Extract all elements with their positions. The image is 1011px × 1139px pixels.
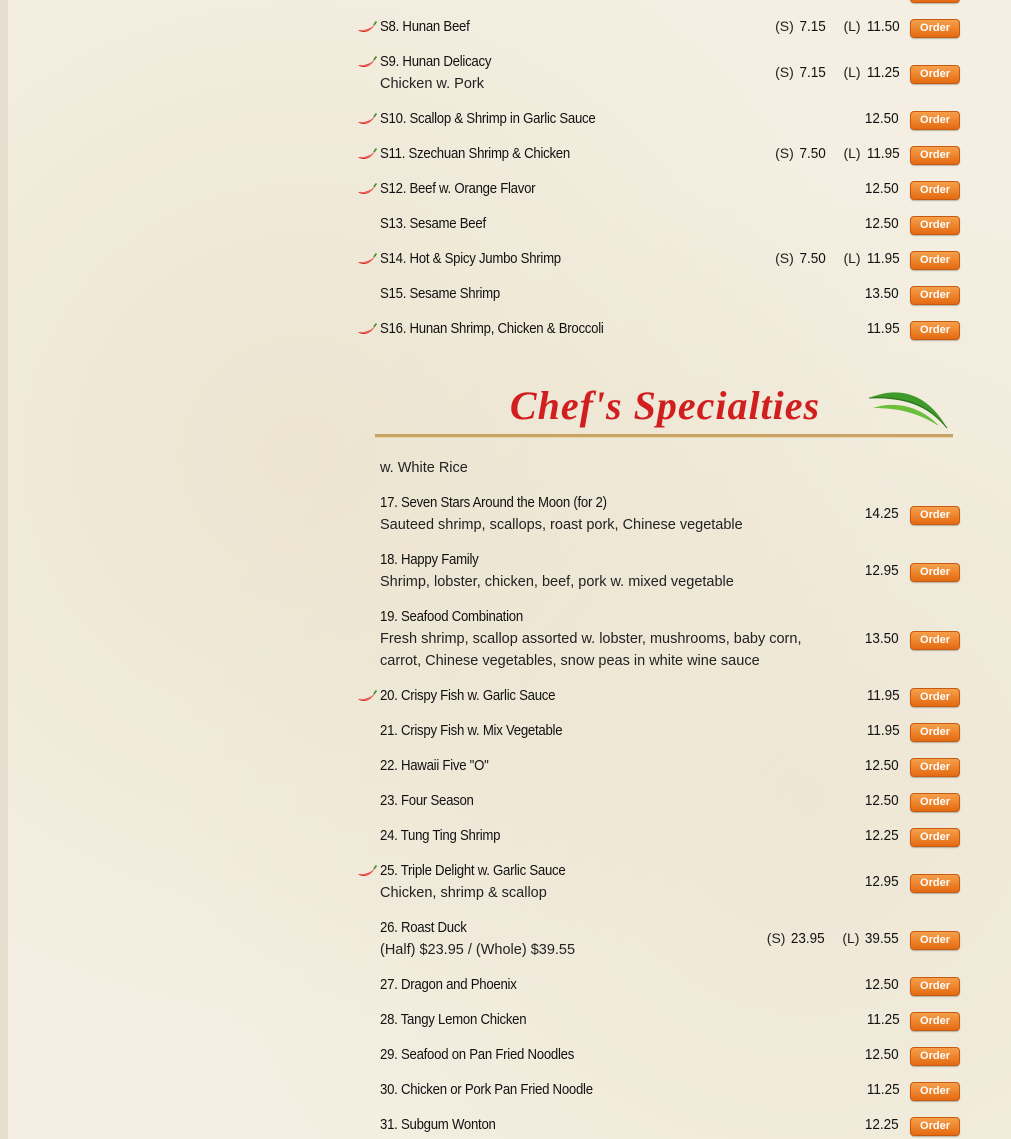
price-value: 39.55	[865, 930, 900, 947]
order-button[interactable]: Order	[910, 111, 960, 130]
price-value: 12.50	[865, 1046, 900, 1063]
item-description: Sauteed shrimp, scallops, roast pork, Chinese vegetable	[380, 517, 743, 533]
small-price	[775, 18, 827, 36]
size-small-label: (S)	[775, 18, 794, 34]
item-name: S15. Sesame Shrimp	[380, 285, 500, 302]
price-value: 11.95	[866, 722, 900, 739]
order-button[interactable]: Order	[910, 631, 960, 650]
item-name: S12. Beef w. Orange Flavor	[380, 180, 536, 197]
price-value: 12.50	[865, 215, 900, 232]
size-small-label: (S)	[766, 930, 786, 946]
large-price	[842, 930, 901, 948]
price-value: 12.50	[865, 757, 900, 774]
price-value: 11.50	[866, 18, 900, 35]
price-value: 12.50	[865, 180, 900, 197]
item-price	[865, 1011, 901, 1029]
price-value: 7.15	[799, 64, 826, 81]
price-value: 11.95	[866, 320, 900, 337]
price-value: 11.95	[866, 250, 900, 267]
page-edge	[0, 0, 8, 1139]
item-name: 24. Tung Ting Shrimp	[380, 827, 501, 844]
chili-pepper-icon	[357, 21, 377, 35]
item-price	[863, 976, 901, 994]
price-value: 11.95	[866, 145, 900, 162]
item-description: (Half) $23.95 / (Whole) $39.55	[380, 942, 576, 958]
item-name: 22. Hawaii Five "O"	[380, 757, 489, 774]
item-name: 25. Triple Delight w. Garlic Sauce	[380, 862, 566, 879]
large-price	[843, 64, 901, 82]
item-name: 28. Tangy Lemon Chicken	[380, 1011, 527, 1028]
item-name: 20. Crispy Fish w. Garlic Sauce	[380, 687, 556, 704]
size-small-label: (S)	[775, 250, 794, 266]
small-price	[775, 145, 827, 163]
order-button[interactable]: Order	[910, 1082, 960, 1101]
size-small-label: (S)	[775, 64, 794, 80]
item-price	[865, 1081, 901, 1099]
size-large-label: (L)	[843, 250, 861, 266]
item-price	[863, 562, 901, 580]
chili-pepper-icon	[357, 183, 377, 197]
item-price	[863, 630, 901, 648]
item-price	[865, 320, 901, 338]
item-description: Chicken w. Pork	[380, 76, 484, 92]
order-button[interactable]: Order	[910, 506, 960, 525]
price-value: 11.95	[866, 687, 900, 704]
chili-pepper-icon	[357, 56, 377, 70]
small-price	[775, 64, 827, 82]
item-price	[863, 873, 901, 891]
chili-pepper-icon	[357, 253, 377, 267]
order-button[interactable]: Order	[910, 874, 960, 893]
order-button[interactable]: Order	[910, 321, 960, 340]
item-name: 26. Roast Duck	[380, 919, 467, 936]
order-button[interactable]	[910, 0, 960, 3]
order-button[interactable]: Order	[910, 563, 960, 582]
item-price	[865, 722, 901, 740]
item-price	[863, 757, 901, 775]
order-button[interactable]: Order	[910, 216, 960, 235]
order-button[interactable]: Order	[910, 286, 960, 305]
item-name: S13. Sesame Beef	[380, 215, 486, 232]
section-divider	[375, 434, 953, 438]
order-button[interactable]: Order	[910, 977, 960, 996]
item-name: 30. Chicken or Pork Pan Fried Noodle	[380, 1081, 593, 1098]
price-value: 12.50	[865, 976, 900, 993]
item-price	[863, 285, 901, 303]
item-price	[863, 792, 901, 810]
item-name: S11. Szechuan Shrimp & Chicken	[380, 145, 570, 162]
item-price	[863, 215, 901, 233]
size-large-label: (L)	[843, 18, 861, 34]
item-name: S8. Hunan Beef	[380, 18, 470, 35]
order-button[interactable]: Order	[910, 65, 960, 84]
size-large-label: (L)	[843, 64, 861, 80]
order-button[interactable]: Order	[910, 931, 960, 950]
order-button[interactable]: Order	[910, 1117, 960, 1136]
price-value: 7.50	[799, 250, 826, 267]
price-value: 11.25	[866, 1011, 900, 1028]
item-price	[865, 687, 901, 705]
item-name: 19. Seafood Combination	[380, 608, 523, 625]
large-price	[843, 18, 901, 36]
item-name: 23. Four Season	[380, 792, 474, 809]
section-title: Chef's Specialties	[509, 383, 821, 428]
size-small-label: (S)	[775, 145, 794, 161]
item-description: carrot, Chinese vegetables, snow peas in white wine sauce	[380, 653, 760, 669]
order-button[interactable]: Order	[910, 688, 960, 707]
item-name: 27. Dragon and Phoenix	[380, 976, 517, 993]
size-large-label: (L)	[843, 145, 861, 161]
item-name: S10. Scallop & Shrimp in Garlic Sauce	[380, 110, 596, 127]
price-value: 13.50	[865, 285, 900, 302]
item-price	[865, 0, 901, 1]
price-value: 12.50	[865, 110, 900, 127]
item-name: S9. Hunan Delicacy	[380, 53, 492, 70]
item-price	[863, 505, 901, 523]
item-description: Shrimp, lobster, chicken, beef, pork w. mixed vegetable	[380, 574, 734, 590]
item-name: 17. Seven Stars Around the Moon (for 2)	[380, 494, 607, 511]
item-name: S14. Hot & Spicy Jumbo Shrimp	[380, 250, 561, 267]
item-name: 29. Seafood on Pan Fried Noodles	[380, 1046, 575, 1063]
item-name: 21. Crispy Fish w. Mix Vegetable	[380, 722, 563, 739]
chili-pepper-icon	[357, 690, 377, 704]
bamboo-leaf-icon	[867, 384, 953, 434]
price-value: 11.25	[866, 1081, 900, 1098]
small-price	[767, 930, 827, 948]
chili-pepper-icon	[357, 113, 377, 127]
section-note: w. White Rice	[380, 460, 468, 476]
large-price	[843, 145, 901, 163]
order-button[interactable]: Order	[910, 793, 960, 812]
item-description: Chicken, shrimp & scallop	[380, 885, 547, 901]
item-price	[863, 827, 901, 845]
price-value: 7.15	[799, 18, 826, 35]
item-price	[863, 110, 901, 128]
price-value: 13.50	[865, 630, 900, 647]
order-button[interactable]: Order	[910, 1047, 960, 1066]
chili-pepper-icon	[357, 323, 377, 337]
order-button[interactable]: Order	[910, 1012, 960, 1031]
price-value: 11.25	[866, 64, 900, 81]
price-value: 14.25	[865, 505, 900, 522]
price-value: 7.50	[799, 145, 826, 162]
small-price	[775, 250, 827, 268]
section-header	[375, 378, 955, 438]
price-value: 12.95	[865, 873, 900, 890]
order-button[interactable]: Order	[910, 181, 960, 200]
order-button[interactable]: Order	[910, 723, 960, 742]
item-name: S16. Hunan Shrimp, Chicken & Broccoli	[380, 320, 604, 337]
item-name: 31. Subgum Wonton	[380, 1116, 496, 1133]
item-price	[863, 1116, 901, 1134]
chili-pepper-icon	[357, 865, 377, 879]
price-value: 12.95	[865, 562, 900, 579]
price-value: 12.25	[865, 1116, 900, 1133]
order-button[interactable]: Order	[910, 251, 960, 270]
item-price	[863, 1046, 901, 1064]
item-description: Fresh shrimp, scallop assorted w. lobster, mushrooms, baby corn,	[380, 631, 802, 647]
price-value: 12.25	[865, 827, 900, 844]
order-button[interactable]: Order	[910, 146, 960, 165]
large-price	[843, 250, 901, 268]
chili-pepper-icon	[357, 148, 377, 162]
order-button[interactable]: Order	[910, 758, 960, 777]
price-value: 12.50	[865, 792, 900, 809]
item-name: 18. Happy Family	[380, 551, 479, 568]
order-button[interactable]: Order	[910, 19, 960, 38]
item-price	[863, 180, 901, 198]
order-button[interactable]: Order	[910, 828, 960, 847]
size-large-label: (L)	[842, 930, 860, 946]
price-value: 23.95	[791, 930, 826, 947]
